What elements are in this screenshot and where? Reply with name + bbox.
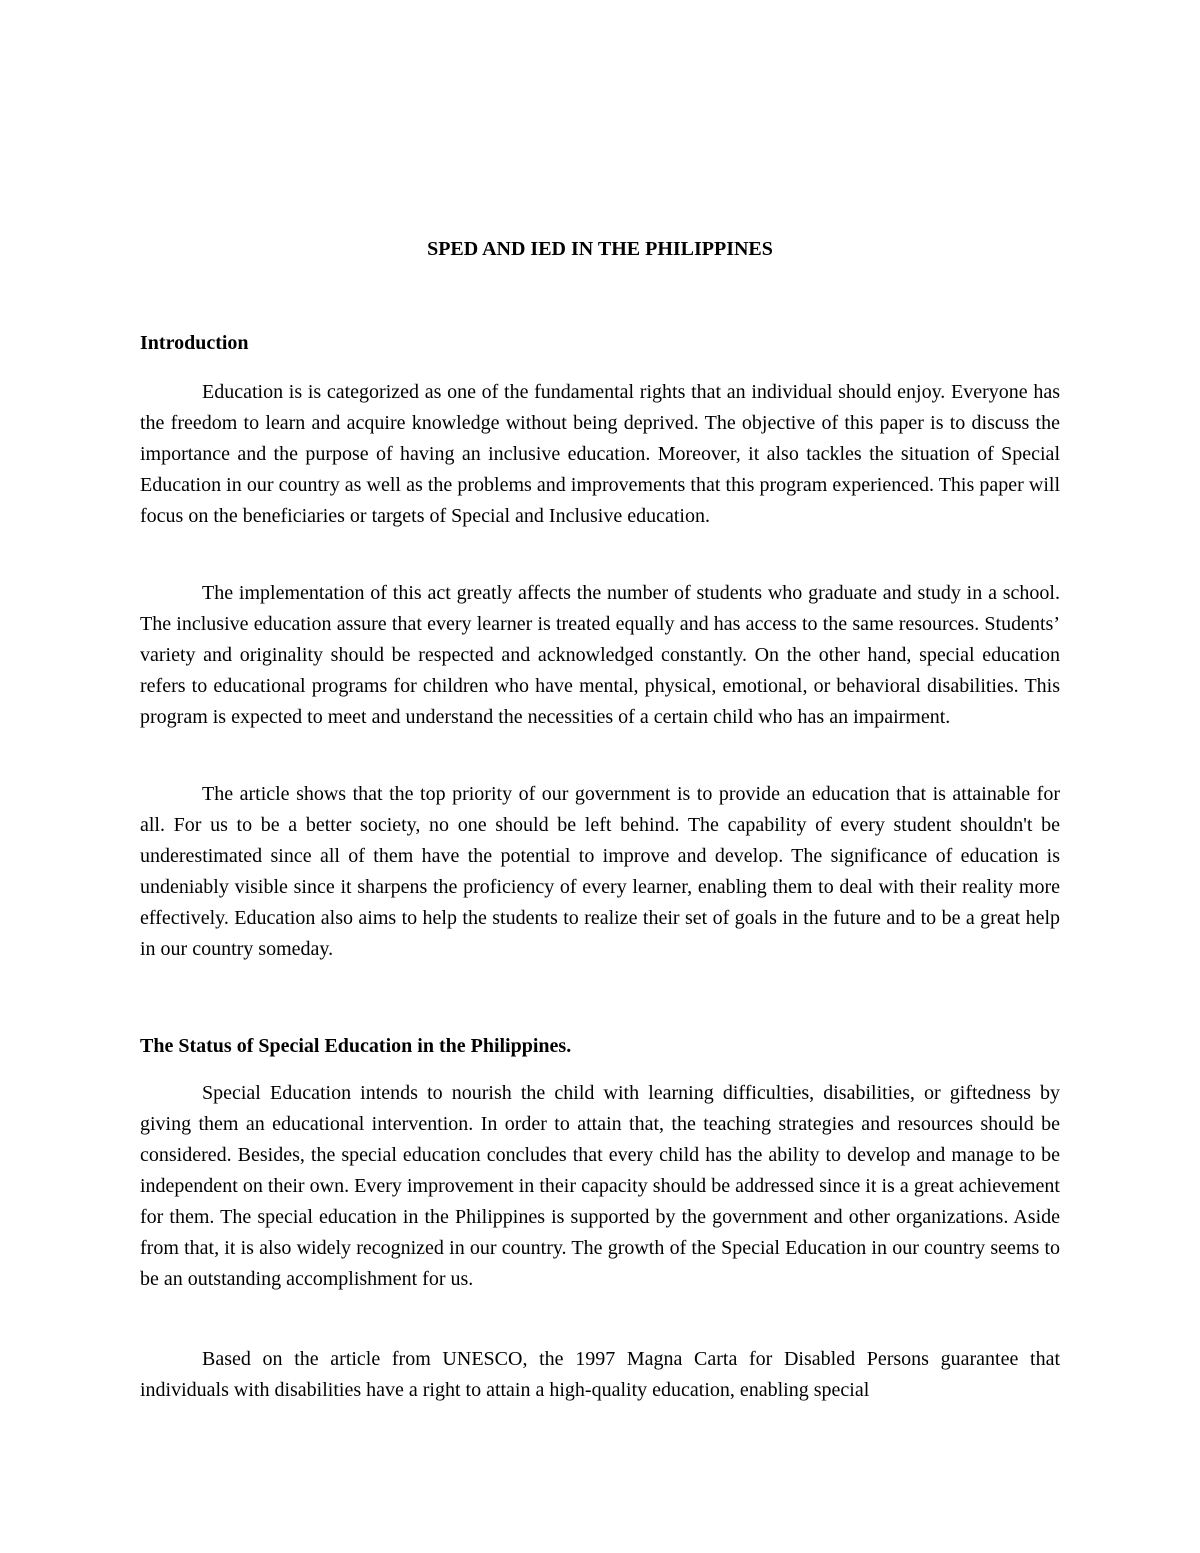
document-title: SPED AND IED IN THE PHILIPPINES <box>427 238 773 260</box>
paragraph: The implementation of this act greatly affects the number of students who graduate and study in a school. The inclusive education assure that every learner is treated equally and has access to the same resources. Students’ variety and originality should be respected and acknowledged constantly. On the other hand, special education refers to educational programs for children who have mental, physical, emotional, or behavioral disabilities. This program is expected to meet and understand the necessities of a certain child who has an impairment. <box>140 582 1060 728</box>
section-heading-status: The Status of Special Education in the Philippines. <box>140 1035 572 1057</box>
paragraph: Special Education intends to nourish the child with learning difficulties, disabilities, or giftedness by giving them an educational intervention. In order to attain that, the teaching strategies and resources should be considered. Besides, the special education concludes that every child has the ability to develop and manage to be independent on their own. Every improvement in their capacity should be addressed since it is a great achievement for them. The special education in the Philippines is supported by the government and other organizations. Aside from that, it is also widely recognized in our country. The growth of the Special Education in our country seems to be an outstanding accomplishment for us. <box>140 1082 1060 1290</box>
section-heading-introduction: Introduction <box>140 332 249 354</box>
paragraph: Education is is categorized as one of the fundamental rights that an individual should enjoy. Everyone has the freedom to learn and acquire knowledge without being deprived. The objective of this paper is to discuss the importance and the purpose of having an inclusive education. Moreover, it also tackles the situation of Special Education in our country as well as the problems and improvements that this program experienced. This paper will focus on the beneficiaries or targets of Special and Inclusive education. <box>140 381 1060 527</box>
paragraph: The article shows that the top priority of our government is to provide an education that is attainable for all. For us to be a better society, no one should be left behind. The capability of every student shouldn't be underestimated since all of them have the potential to improve and develop. The significance of education is undeniably visible since it sharpens the proficiency of every learner, enabling them to deal with their reality more effectively. Education also aims to help the students to realize their set of goals in the future and to be a great help in our country someday. <box>140 783 1060 960</box>
paragraph: Based on the article from UNESCO, the 1997 Magna Carta for Disabled Persons guarantee that individuals with disabilities have a right to attain a high-quality education, enabling special <box>140 1348 1060 1401</box>
